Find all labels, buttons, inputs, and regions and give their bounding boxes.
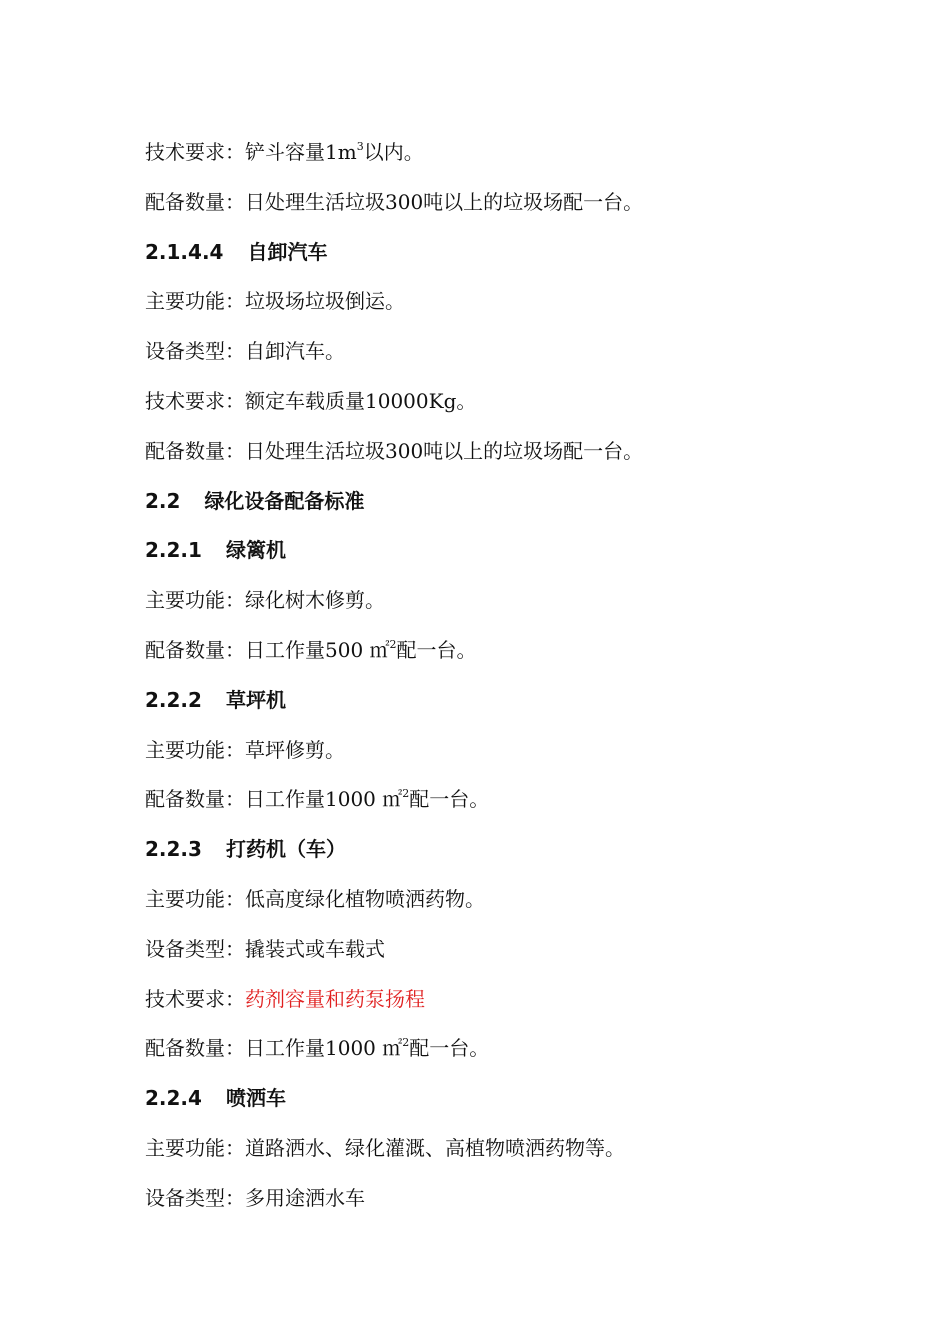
field-label: 技术要求： bbox=[145, 140, 245, 164]
spec-line-quantity bbox=[145, 626, 865, 676]
field-value: 日处理生活垃圾300吨以上的垃圾场配一台。 bbox=[245, 438, 644, 463]
field-value: 草坪修剪。 bbox=[245, 737, 345, 762]
field-value: 撬装式或车载式 bbox=[245, 936, 385, 961]
spec-line-requirement bbox=[145, 377, 865, 427]
field-value: 低高度绿化植物喷洒药物。 bbox=[245, 886, 485, 911]
section-title: 打药机（车） bbox=[225, 837, 346, 862]
field-label: 主要功能： bbox=[145, 1135, 245, 1160]
section-number: 2.2.2 bbox=[145, 687, 202, 712]
field-label: 主要功能： bbox=[145, 289, 245, 314]
spec-line-quantity bbox=[145, 427, 865, 477]
field-label: 配备数量： bbox=[145, 438, 245, 463]
section-heading-sprayer bbox=[145, 825, 865, 875]
field-value-suffix: 配一台。 bbox=[396, 637, 477, 662]
section-title: 自卸汽车 bbox=[247, 239, 328, 264]
spec-line-bucket-capacity bbox=[145, 128, 865, 178]
field-value: 铲斗容量1m bbox=[245, 140, 357, 164]
spec-line-type bbox=[145, 1174, 865, 1224]
spec-line-function bbox=[145, 875, 865, 925]
field-value: 垃圾场垃圾倒运。 bbox=[245, 289, 405, 314]
field-label: 主要功能： bbox=[145, 886, 245, 911]
field-label: 设备类型： bbox=[145, 936, 245, 961]
section-heading-hedge-trimmer bbox=[145, 526, 865, 576]
field-value: 日工作量500 ㎡ bbox=[245, 637, 390, 662]
field-value: 自卸汽车。 bbox=[245, 339, 345, 364]
section-heading-greening-equipment bbox=[145, 477, 865, 527]
document-body bbox=[145, 128, 865, 1224]
spec-line-type bbox=[145, 925, 865, 975]
section-heading-lawn-mower bbox=[145, 676, 865, 726]
field-label: 配备数量： bbox=[145, 1036, 245, 1061]
highlighted-value: 药剂容量和药泵扬程 bbox=[245, 986, 425, 1011]
section-title: 绿篱机 bbox=[225, 538, 286, 563]
field-label: 主要功能： bbox=[145, 588, 245, 613]
field-label: 配备数量： bbox=[145, 189, 245, 214]
section-number: 2.1.4.4 bbox=[145, 239, 224, 264]
spec-line-quantity bbox=[145, 178, 865, 228]
field-value: 日处理生活垃圾300吨以上的垃圾场配一台。 bbox=[245, 189, 644, 214]
field-value-suffix: 配一台。 bbox=[409, 1036, 490, 1061]
field-value: 道路洒水、绿化灌溉、高植物喷洒药物等。 bbox=[245, 1135, 625, 1160]
section-number: 2.2.3 bbox=[145, 837, 202, 862]
spec-line-quantity bbox=[145, 775, 865, 825]
spec-line-function bbox=[145, 277, 865, 327]
field-label: 配备数量： bbox=[145, 787, 245, 812]
spec-line-type bbox=[145, 327, 865, 377]
field-label: 主要功能： bbox=[145, 737, 245, 762]
spec-line-requirement bbox=[145, 975, 865, 1025]
field-value: 日工作量1000 ㎡ bbox=[245, 1036, 403, 1061]
field-label: 配备数量： bbox=[145, 637, 245, 662]
superscript: 2 bbox=[402, 1036, 410, 1050]
spec-line-function bbox=[145, 1124, 865, 1174]
section-number: 2.2 bbox=[145, 488, 181, 513]
section-heading-sprinkler-truck bbox=[145, 1074, 865, 1124]
superscript: 2 bbox=[389, 637, 397, 651]
superscript: 3 bbox=[356, 140, 364, 153]
field-value-suffix: 配一台。 bbox=[409, 787, 490, 812]
section-number: 2.2.4 bbox=[145, 1086, 202, 1111]
field-label: 技术要求： bbox=[145, 986, 245, 1011]
spec-line-function bbox=[145, 726, 865, 776]
section-title: 草坪机 bbox=[225, 687, 286, 712]
superscript: 2 bbox=[402, 787, 410, 801]
spec-line-quantity bbox=[145, 1024, 865, 1074]
section-heading-dump-truck bbox=[145, 228, 865, 278]
field-label: 技术要求： bbox=[145, 388, 245, 413]
field-value: 额定车载质量10000Kg。 bbox=[245, 388, 477, 413]
field-label: 设备类型： bbox=[145, 339, 245, 364]
field-value: 多用途洒水车 bbox=[245, 1185, 365, 1210]
field-value: 日工作量1000 ㎡ bbox=[245, 787, 403, 812]
spec-line-function bbox=[145, 576, 865, 626]
section-title: 喷洒车 bbox=[225, 1086, 286, 1111]
section-title: 绿化设备配备标准 bbox=[204, 488, 365, 513]
field-value: 绿化树木修剪。 bbox=[245, 588, 385, 613]
field-value-suffix: 以内。 bbox=[363, 140, 424, 164]
section-number: 2.2.1 bbox=[145, 538, 202, 563]
field-label: 设备类型： bbox=[145, 1185, 245, 1210]
